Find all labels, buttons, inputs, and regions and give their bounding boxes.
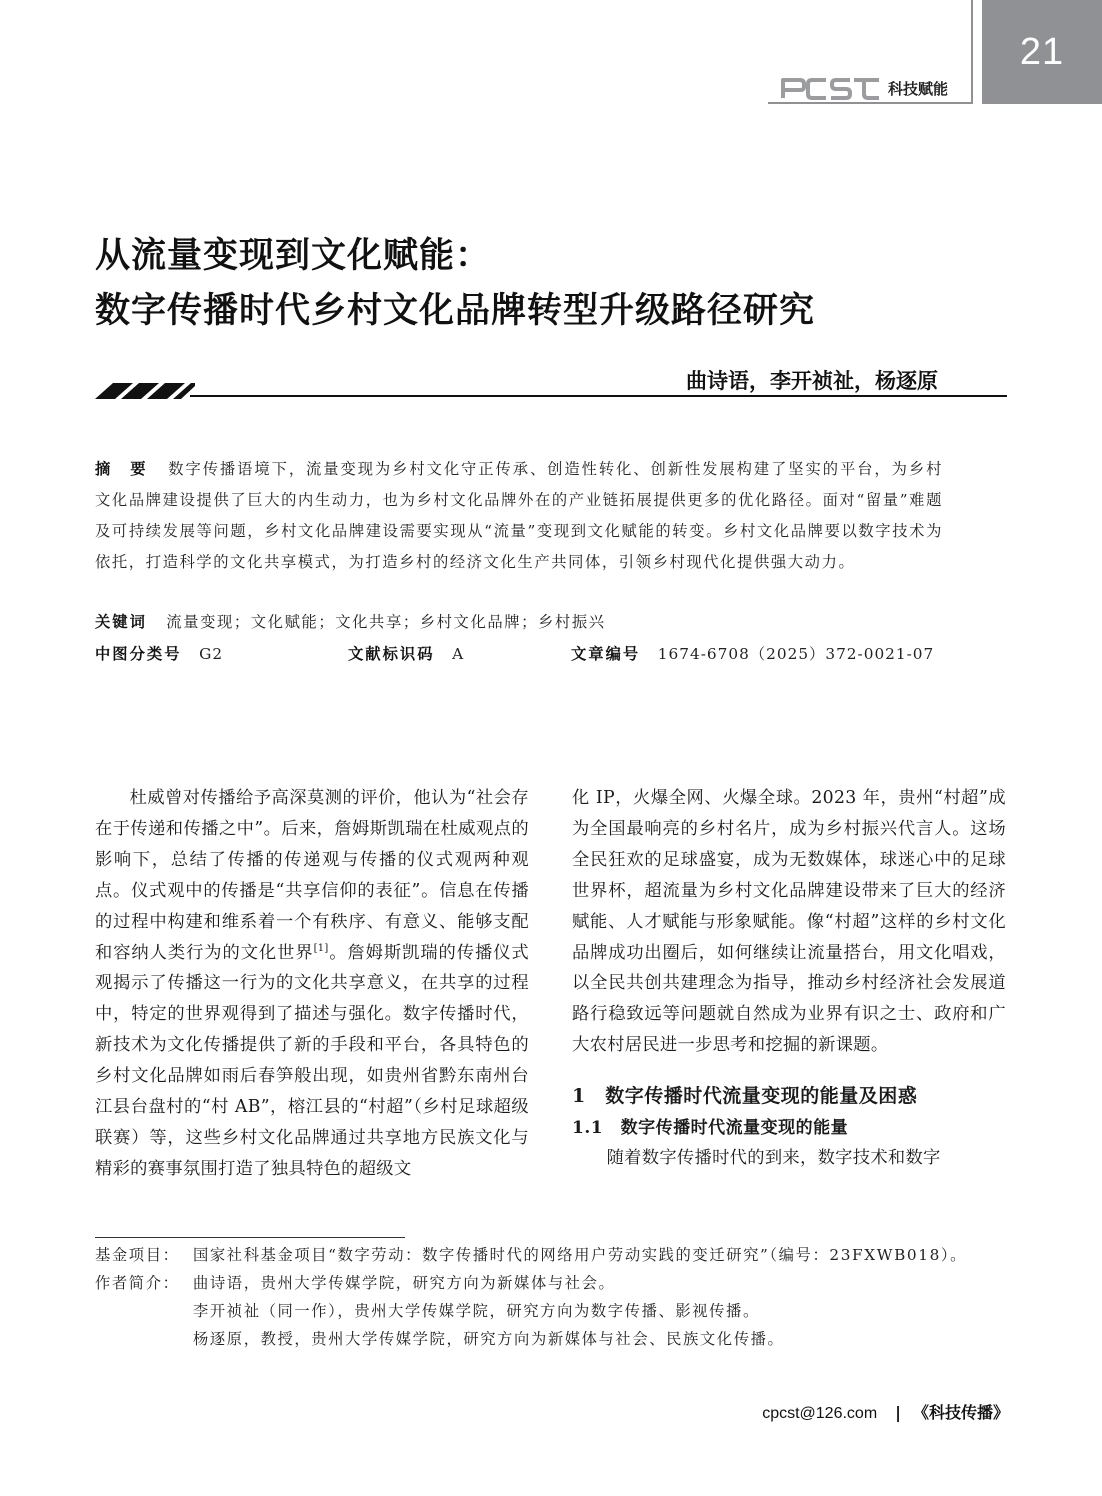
keywords-label: 关键词: [95, 613, 147, 631]
body-paragraph: 杜威曾对传播给予高深莫测的评价，他认为“社会存在于传递和传播之中”。后来，詹姆斯凯瑞在杜威观点的影响下，总结了传播的传递观与传播的仪式观两种观点。仪式观中的传播是“共享信仰的表征”。信息在传播的过程中构建和维系着一个有秩序、有意义、能够支配和容纳人类行为的文化世界[1]。詹姆斯凯瑞的传播仪式观揭示了传播这一行为的文化共享意义，在共享的过程中，特定的世界观得到了描述与强化。数字传播时代，新技术为文化传播提供了新的手段和平台，各具特色的乡村文化品牌如雨后春笋般出现，如贵州省黔东南州台江县台盘村的“村 AB”，榕江县的“村超”（乡村足球超级联赛）等，这些乡村文化品牌通过共享地方民族文化与精彩的赛事氛围打造了独具特色的超级文: [95, 788, 529, 1179]
keywords: [95, 610, 606, 632]
author-note: 杨逐原，教授，贵州大学传媒学院，研究方向为新媒体与社会、民族文化传播。: [193, 1330, 785, 1348]
article-title-line-1: 从流量变现到文化赋能：: [95, 236, 492, 276]
document-code: 文献标识码 A: [348, 645, 465, 663]
fund-note: 基金项目： 国家社科基金项目“数字劳动：数字传播时代的网络用户劳动实践的变迁研究”（编号：23FXWB018）。: [95, 1246, 968, 1264]
body-paragraph: 随着数字传播时代的到来，数字技术和数字: [606, 1148, 941, 1169]
decorative-stripes-icon: [95, 383, 195, 399]
section-heading-1-1: 1.1 数字传播时代流量变现的能量: [572, 1118, 849, 1139]
abstract: [95, 454, 943, 578]
clc-number: 中图分类号 G2: [95, 645, 224, 663]
page-number: 21: [982, 0, 1102, 104]
author-list: 曲诗语，李开祯祉，杨逐原: [686, 369, 938, 393]
footnotes: [95, 1241, 1015, 1353]
article-title-line-2: 数字传播时代乡村文化品牌转型升级路径研究: [95, 291, 816, 331]
footer-journal: 《科技传播》: [912, 1403, 1009, 1422]
abstract-text: 数字传播语境下，流量变现为乡村文化守正传承、创造性转化、创新性发展构建了坚实的平台，为乡村文化品牌建设提供了巨大的内生动力，也为乡村文化品牌外在的产业链拓展提供更多的优化路径。面对“留量”难题及可持续发展等问题，乡村文化品牌建设需要实现从“流量”变现到文化赋能的转变。乡村文化品牌要以数字技术为依托，打造科学的文化共享模式，为打造乡村的经济文化生产共同体，引领乡村现代化提供强大动力。: [95, 460, 943, 571]
footer-separator: |: [895, 1403, 901, 1422]
section-label: 科技赋能: [888, 80, 949, 98]
article-number: 文章编号 1674-6708（2025）372-0021-07: [571, 645, 935, 663]
author-note: 作者简介： 曲诗语，贵州大学传媒学院，研究方向为新媒体与社会。: [95, 1274, 616, 1292]
page-footer: [762, 1400, 1009, 1423]
pcst-logo-icon: [780, 76, 882, 100]
author-rule: [190, 395, 1007, 397]
header-vertical-rule: [971, 0, 973, 104]
section-heading-1: 1 数字传播时代流量变现的能量及困惑: [572, 1085, 918, 1108]
abstract-label: 摘 要: [95, 460, 148, 478]
author-note: 李开祯祉（同一作），贵州大学传媒学院，研究方向为数字传播、影视传播。: [193, 1302, 760, 1320]
body-column-right: [572, 783, 1006, 1174]
footnote-rule: [95, 1237, 405, 1238]
header-horizontal-rule: [768, 102, 972, 104]
keywords-text: 流量变现；文化赋能；文化共享；乡村文化品牌；乡村振兴: [166, 613, 606, 631]
citation-ref: [1]: [313, 942, 329, 954]
classification-row: [95, 642, 943, 672]
body-paragraph: 化 IP，火爆全网、火爆全球。2023 年，贵州“村超”成为全国最响亮的乡村名片，成为乡村振兴代言人。这场全民狂欢的足球盛宴，成为无数媒体，球迷心中的足球世界杯，超流量为乡村文化品牌建设带来了巨大的经济赋能、人才赋能与形象赋能。像“村超”这样的乡村文化品牌成功出圈后，如何继续让流量搭台，用文化唱戏，以全民共创共建理念为指导，推动乡村经济社会发展道路行稳致远等问题就自然成为业界有识之士、政府和广大农村居民进一步思考和挖掘的新课题。: [572, 788, 1006, 1056]
body-column-left: [95, 783, 529, 1185]
footer-email: cpcst@126.com: [762, 1405, 878, 1422]
